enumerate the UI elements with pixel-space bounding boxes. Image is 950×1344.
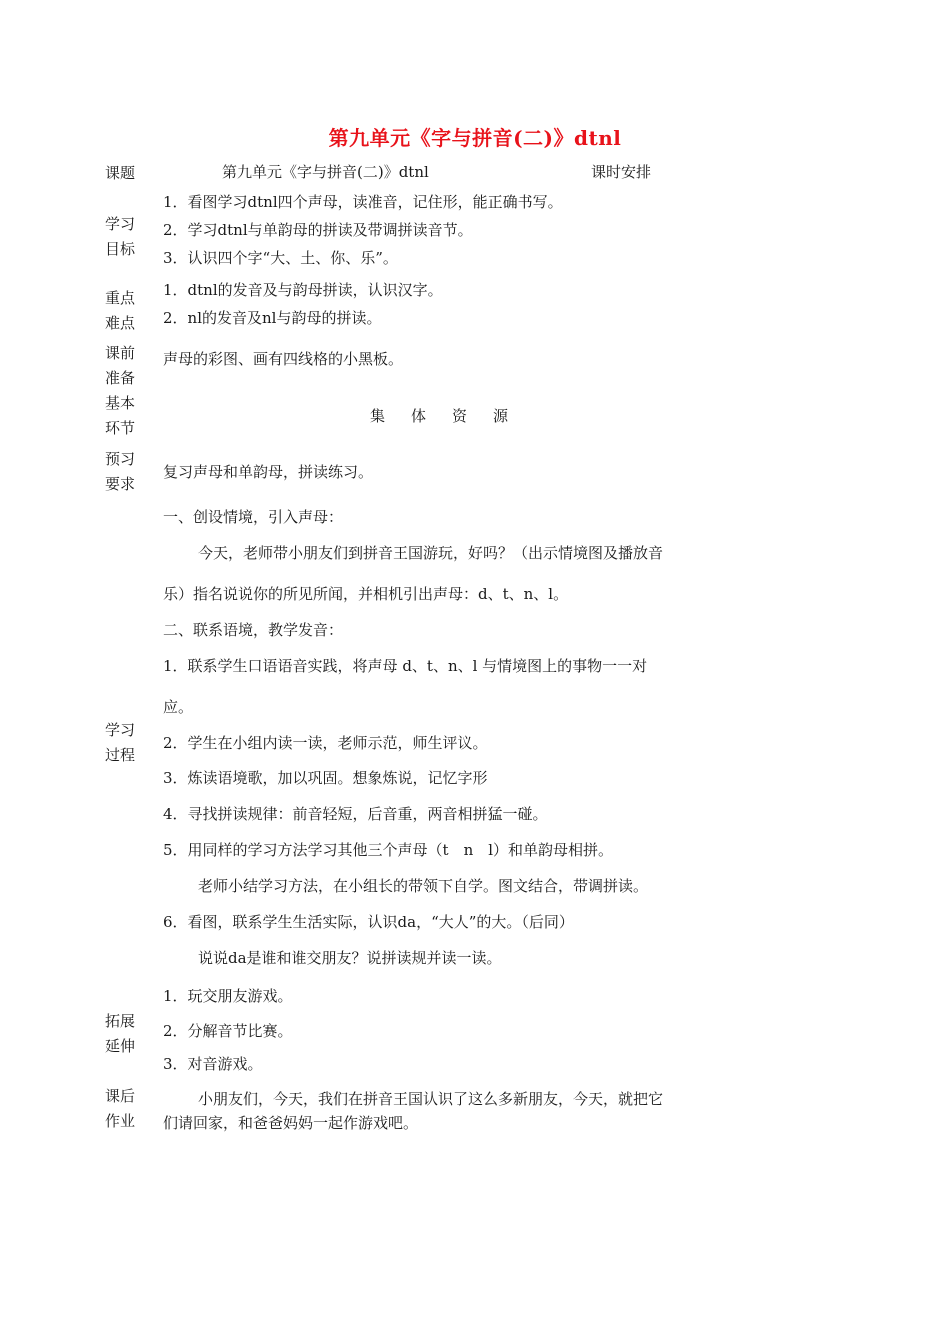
process-line-7: 2．学生在小组内读一读，老师示范，师生评议。 (163, 734, 488, 752)
keypoints-label (105, 286, 145, 336)
extension-item-2: 2．分解音节比赛。 (163, 1022, 293, 1040)
extension-label (105, 1009, 145, 1059)
goal-item-1: 1．看图学习dtnl四个声母，读准音，记住形，能正确书写。 (163, 193, 563, 211)
goal-item-3: 3．认识四个字“大、土、你、乐”。 (163, 249, 398, 267)
process-line-12: 6．看图，联系学生生活实际，认识da，“大人”的大。（后同） (163, 913, 574, 931)
process-line-6: 应。 (163, 698, 194, 716)
extension-label-line-1: 拓展 (105, 1012, 136, 1030)
preview-label (105, 447, 145, 497)
process-line-3: 乐）指名说说你的所见所闻，并相机引出声母：d、t、n、l。 (163, 585, 569, 603)
homework-line-1: 小朋友们，今天，我们在拼音王国认识了这么多新朋友，今天，就把它 (198, 1090, 664, 1108)
preview-label-line-2: 要求 (105, 475, 136, 493)
process-line-5: 1．联系学生口语语音实践，将声母 d、t、n、l 与情境图上的事物一一对 (163, 657, 648, 675)
goal-item-2: 2．学习dtnl与单韵母的拼读及带调拼读音节。 (163, 221, 473, 239)
goals-label (105, 212, 145, 262)
process-line-13: 说说da是谁和谁交朋友？说拼读规并读一读。 (198, 949, 502, 967)
process-label-line-1: 学习 (105, 721, 136, 739)
preview-text: 复习声母和单韵母，拼读练习。 (163, 463, 374, 481)
goals-label-line-2: 目标 (105, 240, 136, 258)
prep-label-line-1: 课前 (105, 344, 136, 362)
page-title: 第九单元《字与拼音(二)》dtnl (328, 126, 622, 150)
process-line-4: 二、联系语境，教学发音： (163, 621, 344, 639)
process-line-8: 3．炼读语境歌，加以巩固。想象炼说，记忆字形 (163, 769, 488, 787)
topic-label: 课题 (105, 164, 136, 182)
basic-label-line-1: 基本 (105, 394, 136, 412)
extension-label-line-2: 延伸 (105, 1037, 136, 1055)
homework-label (105, 1084, 145, 1134)
prep-label-line-2: 准备 (105, 369, 136, 387)
homework-label-line-2: 作业 (105, 1112, 136, 1130)
topic-value: 第九单元《字与拼音(二)》dtnl (222, 163, 429, 181)
schedule-label: 课时安排 (591, 163, 652, 181)
basic-text: 集体资源 (370, 407, 535, 425)
extension-item-1: 1．玩交朋友游戏。 (163, 987, 293, 1005)
basic-label (105, 391, 145, 441)
keypoint-item-1: 1．dtnl的发音及与韵母拼读，认识汉字。 (163, 281, 443, 299)
keypoints-label-line-1: 重点 (105, 289, 136, 307)
basic-label-line-2: 环节 (105, 419, 136, 437)
process-label (105, 718, 145, 768)
process-line-9: 4．寻找拼读规律：前音轻短，后音重，两音相拼猛一碰。 (163, 805, 548, 823)
homework-label-line-1: 课后 (105, 1087, 136, 1105)
keypoints-label-line-2: 难点 (105, 314, 136, 332)
extension-item-3: 3．对音游戏。 (163, 1055, 263, 1073)
process-line-10: 5．用同样的学习方法学习其他三个声母（t n l）和单韵母相拼。 (163, 841, 614, 859)
process-line-2: 今天，老师带小朋友们到拼音王国游玩，好吗？（出示情境图及播放音 (198, 544, 664, 562)
prep-label (105, 341, 145, 391)
homework-line-2: 们请回家，和爸爸妈妈一起作游戏吧。 (163, 1114, 419, 1132)
keypoint-item-2: 2．nl的发音及nl与韵母的拼读。 (163, 309, 382, 327)
process-line-11: 老师小结学习方法，在小组长的带领下自学。图文结合，带调拼读。 (198, 877, 649, 895)
prep-text: 声母的彩图、画有四线格的小黑板。 (163, 350, 404, 368)
process-line-1: 一、创设情境，引入声母： (163, 508, 344, 526)
process-label-line-2: 过程 (105, 746, 136, 764)
preview-label-line-1: 预习 (105, 450, 136, 468)
goals-label-line-1: 学习 (105, 215, 136, 233)
